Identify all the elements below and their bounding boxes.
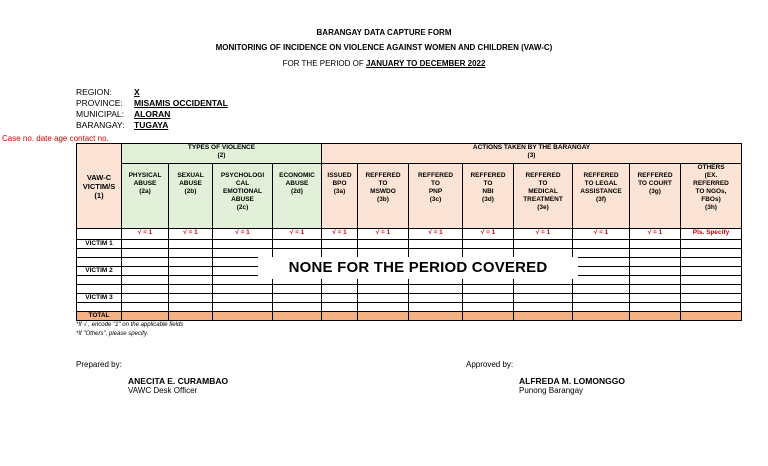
form-subtitle: MONITORING OF INCIDENCE ON VIOLENCE AGAINST WOMEN AND CHILDREN (VAW-C) bbox=[215, 43, 553, 52]
municipal-label: MUNICIPAL: bbox=[76, 109, 125, 119]
col-psychological-abuse: PSYCHOLOGI CAL EMOTIONAL ABUSE (2c) bbox=[213, 164, 273, 229]
barangay-row bbox=[76, 120, 168, 131]
table-row bbox=[77, 285, 742, 294]
preparer-name: ANECITA E. CURAMBAO bbox=[128, 376, 229, 386]
check-cell: √ = 1 bbox=[358, 229, 409, 240]
province-row bbox=[76, 98, 228, 109]
col-referred-court: REFFERED TO COURT (3g) bbox=[630, 164, 681, 229]
actions-header: ACTIONS TAKEN BY THE BARANGAY (3) bbox=[322, 144, 742, 164]
check-cell bbox=[77, 229, 122, 240]
col-sexual-abuse: SEXUAL ABUSE (2b) bbox=[169, 164, 213, 229]
preparer-title: VAWC Desk Officer bbox=[128, 386, 198, 395]
table-row bbox=[77, 303, 742, 312]
barangay-value: TUGAYA bbox=[134, 120, 169, 130]
period-prefix: FOR THE PERIOD OF bbox=[282, 59, 366, 68]
period-value: JANUARY TO DECEMBER 2022 bbox=[365, 59, 486, 68]
col-issued-bpo: ISSUED BPO (3a) bbox=[322, 164, 358, 229]
municipal-row bbox=[76, 109, 170, 120]
check-cell: √ = 1 bbox=[573, 229, 630, 240]
victim-header: VAW-C VICTIM/S (1) bbox=[77, 144, 122, 229]
check-cell: √ = 1 bbox=[514, 229, 573, 240]
note-others: *If "Others", please specify. bbox=[76, 331, 149, 337]
region-row bbox=[76, 87, 140, 98]
victim-label: VICTIM 3 bbox=[77, 294, 122, 303]
total-label: TOTAL bbox=[77, 312, 122, 321]
specify-cell: Pls. Specify bbox=[681, 229, 742, 240]
form-title: BARANGAY DATA CAPTURE FORM bbox=[316, 28, 452, 37]
province-value: MISAMIS OCCIDENTAL bbox=[134, 98, 228, 108]
note-encode: *If √ , encode "1" on the applicable fields bbox=[76, 322, 184, 328]
col-others: OTHERS (EX. REFERRED TO NGOs, FBOs) (3h) bbox=[681, 164, 742, 229]
check-cell: √ = 1 bbox=[213, 229, 273, 240]
vawc-table bbox=[76, 143, 742, 321]
check-cell: √ = 1 bbox=[169, 229, 213, 240]
period-line bbox=[0, 59, 768, 68]
check-cell: √ = 1 bbox=[122, 229, 169, 240]
prepared-by-label: Prepared by: bbox=[76, 360, 122, 369]
check-cell: √ = 1 bbox=[463, 229, 514, 240]
victim-label: VICTIM 1 bbox=[77, 240, 122, 249]
approved-by-block bbox=[519, 376, 625, 396]
barangay-label: BARANGAY: bbox=[76, 120, 125, 130]
col-referred-pnp: REFFERED TO PNP (3c) bbox=[409, 164, 463, 229]
check-cell: √ = 1 bbox=[273, 229, 322, 240]
prepared-by-block bbox=[128, 376, 228, 396]
check-cell: √ = 1 bbox=[409, 229, 463, 240]
check-cell: √ = 1 bbox=[322, 229, 358, 240]
municipal-value: ALORAN bbox=[134, 109, 171, 119]
check-cell: √ = 1 bbox=[630, 229, 681, 240]
approved-by-label: Approved by: bbox=[466, 360, 514, 369]
approver-name: ALFREDA M. LOMONGGO bbox=[519, 376, 625, 386]
check-row bbox=[77, 229, 742, 240]
col-referred-legal: REFFERED TO LEGAL ASSISTANCE (3f) bbox=[573, 164, 630, 229]
col-physical-abuse: PHYSICAL ABUSE (2a) bbox=[122, 164, 169, 229]
none-for-period-stamp: NONE FOR THE PERIOD COVERED bbox=[258, 257, 578, 279]
types-header: TYPES OF VIOLENCE (2) bbox=[122, 144, 322, 164]
col-referred-mswdo: REFFERED TO MSWDO (3b) bbox=[358, 164, 409, 229]
region-value: X bbox=[134, 87, 140, 97]
case-note: Case no. date age contact no. bbox=[2, 134, 109, 143]
table-row bbox=[77, 240, 742, 249]
region-label: REGION: bbox=[76, 87, 112, 97]
approver-title: Punong Barangay bbox=[519, 386, 584, 395]
col-referred-medical: REFFERED TO MEDICAL TREATMENT (3e) bbox=[514, 164, 573, 229]
col-economic-abuse: ECONOMIC ABUSE (2d) bbox=[273, 164, 322, 229]
total-row bbox=[77, 312, 742, 321]
table-row bbox=[77, 294, 742, 303]
province-label: PROVINCE: bbox=[76, 98, 123, 108]
victim-label: VICTIM 2 bbox=[77, 267, 122, 276]
col-referred-nbi: REFFERED TO NBI (3d) bbox=[463, 164, 514, 229]
